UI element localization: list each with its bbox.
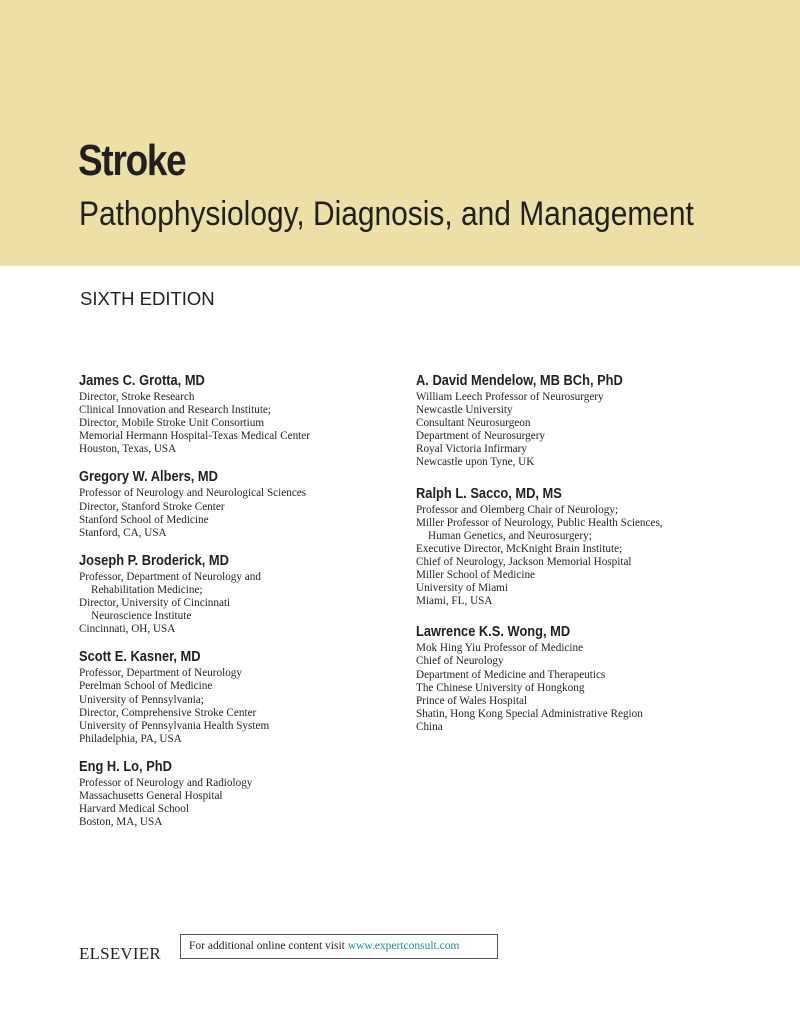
editor-affiliation-line: Miller School of Medicine — [416, 569, 535, 582]
book-subtitle: Pathophysiology, Diagnosis, and Management — [79, 195, 694, 233]
editor-affiliation-line: Perelman School of Medicine — [79, 680, 213, 693]
editor-affiliation-line: Consultant Neurosurgeon — [416, 417, 531, 430]
editor-affiliation-line: Prince of Wales Hospital — [416, 694, 528, 707]
editor-name: Lawrence K.S. Wong, MD — [416, 624, 571, 641]
editor-affiliation-line: Professor and Olemberg Chair of Neurology; — [416, 503, 619, 516]
editor-affiliation-line: Mok Hing Yiu Professor of Medicine — [416, 642, 584, 655]
editor-affiliation-line: Stanford School of Medicine — [79, 513, 209, 526]
editor-entry — [79, 552, 399, 636]
editor-affiliation-line: Human Genetics, and Neurosurgery; — [428, 529, 592, 542]
title-banner — [0, 0, 800, 266]
editors-left-column — [79, 372, 399, 829]
editor-affiliation-line: Professor of Neurology and Radiology — [79, 776, 253, 789]
editor-affiliation-line: Cincinnati, OH, USA — [79, 623, 176, 636]
editor-name: A. David Mendelow, MB BCh, PhD — [416, 373, 623, 389]
editor-entry — [79, 648, 399, 746]
editor-affiliation-line: Clinical Innovation and Research Institute; — [79, 404, 272, 417]
editor-name: Gregory W. Albers, MD — [79, 469, 218, 486]
editor-affiliation-line: Director, Comprehensive Stroke Center — [79, 706, 257, 719]
editor-affiliation-line: Professor, Department of Neurology and — [79, 570, 261, 583]
editor-affiliation-line: Harvard Medical School — [79, 803, 189, 816]
editor-affiliation-line: Memorial Hermann Hospital-Texas Medical Center — [79, 430, 310, 443]
online-content-link[interactable]: www.expertconsult.com — [347, 940, 460, 952]
editor-affiliation-line: Director, Stroke Research — [79, 391, 195, 403]
editor-name: James C. Grotta, MD — [79, 373, 205, 389]
editor-entry — [416, 623, 756, 734]
editor-name: Joseph P. Broderick, MD — [79, 552, 229, 569]
editor-affiliation-line: Miami, FL, USA — [416, 595, 493, 608]
editor-affiliation-line: Newcastle upon Tyne, UK — [416, 456, 535, 469]
editor-name: Eng H. Lo, PhD — [79, 758, 172, 775]
editor-affiliation-line: William Leech Professor of Neurosurgery — [416, 391, 604, 403]
editor-affiliation-line: Boston, MA, USA — [79, 816, 163, 829]
editor-affiliation-line: Department of Neurosurgery — [416, 430, 546, 443]
online-content-box — [180, 934, 498, 959]
editor-entry — [416, 372, 756, 470]
editor-affiliation-line: Chief of Neurology — [416, 655, 504, 668]
editor-entry — [79, 372, 399, 456]
editor-affiliation-line: Rehabilitation Medicine; — [91, 583, 203, 596]
editor-affiliation-line: Miller Professor of Neurology, Public Health Sciences, — [416, 516, 663, 529]
editor-affiliation-line: Royal Victoria Infirmary — [416, 443, 527, 456]
editor-affiliation-line: Stanford, CA, USA — [79, 526, 167, 539]
editor-affiliation-line: Executive Director, McKnight Brain Institute; — [416, 542, 623, 555]
editor-affiliation-line: China — [416, 720, 443, 733]
publisher-logo: ELSEVIER — [79, 944, 161, 963]
editor-affiliation-line: University of Pennsylvania Health System — [79, 719, 270, 732]
editor-affiliation-line: Director, University of Cincinnati — [79, 597, 231, 610]
editor-affiliation-line: Newcastle University — [416, 404, 513, 417]
editor-affiliation-line: Houston, Texas, USA — [79, 443, 177, 456]
editors-right-column — [416, 372, 756, 734]
editor-name: Scott E. Kasner, MD — [79, 649, 201, 666]
editor-affiliation-line: Director, Mobile Stroke Unit Consortium — [79, 417, 265, 430]
editor-affiliation-line: Massachusetts General Hospital — [79, 789, 223, 802]
editor-entry — [79, 468, 399, 539]
book-title: Stroke — [78, 136, 186, 185]
editor-affiliation-line: University of Miami — [416, 582, 508, 595]
editor-affiliation-line: The Chinese University of Hongkong — [416, 681, 585, 694]
editor-affiliation-line: Department of Medicine and Therapeutics — [416, 668, 606, 681]
editor-affiliation-line: Shatin, Hong Kong Special Administrative Region — [416, 707, 643, 720]
editor-entry — [79, 758, 399, 829]
online-content-text: For additional online content visit — [189, 940, 348, 952]
editor-affiliation-line: University of Pennsylvania; — [79, 693, 204, 706]
edition-label: SIXTH EDITION — [80, 288, 215, 309]
editor-affiliation-line: Professor, Department of Neurology — [79, 667, 242, 680]
editor-entry — [416, 485, 756, 609]
editor-affiliation-line: Professor of Neurology and Neurological Sciences — [79, 487, 307, 500]
editor-affiliation-line: Chief of Neurology, Jackson Memorial Hospital — [416, 555, 632, 568]
editor-affiliation-line: Neuroscience Institute — [91, 610, 192, 623]
editor-affiliation-line: Director, Stanford Stroke Center — [79, 500, 225, 513]
editor-affiliation-line: Philadelphia, PA, USA — [79, 732, 182, 745]
editor-name: Ralph L. Sacco, MD, MS — [416, 485, 562, 502]
